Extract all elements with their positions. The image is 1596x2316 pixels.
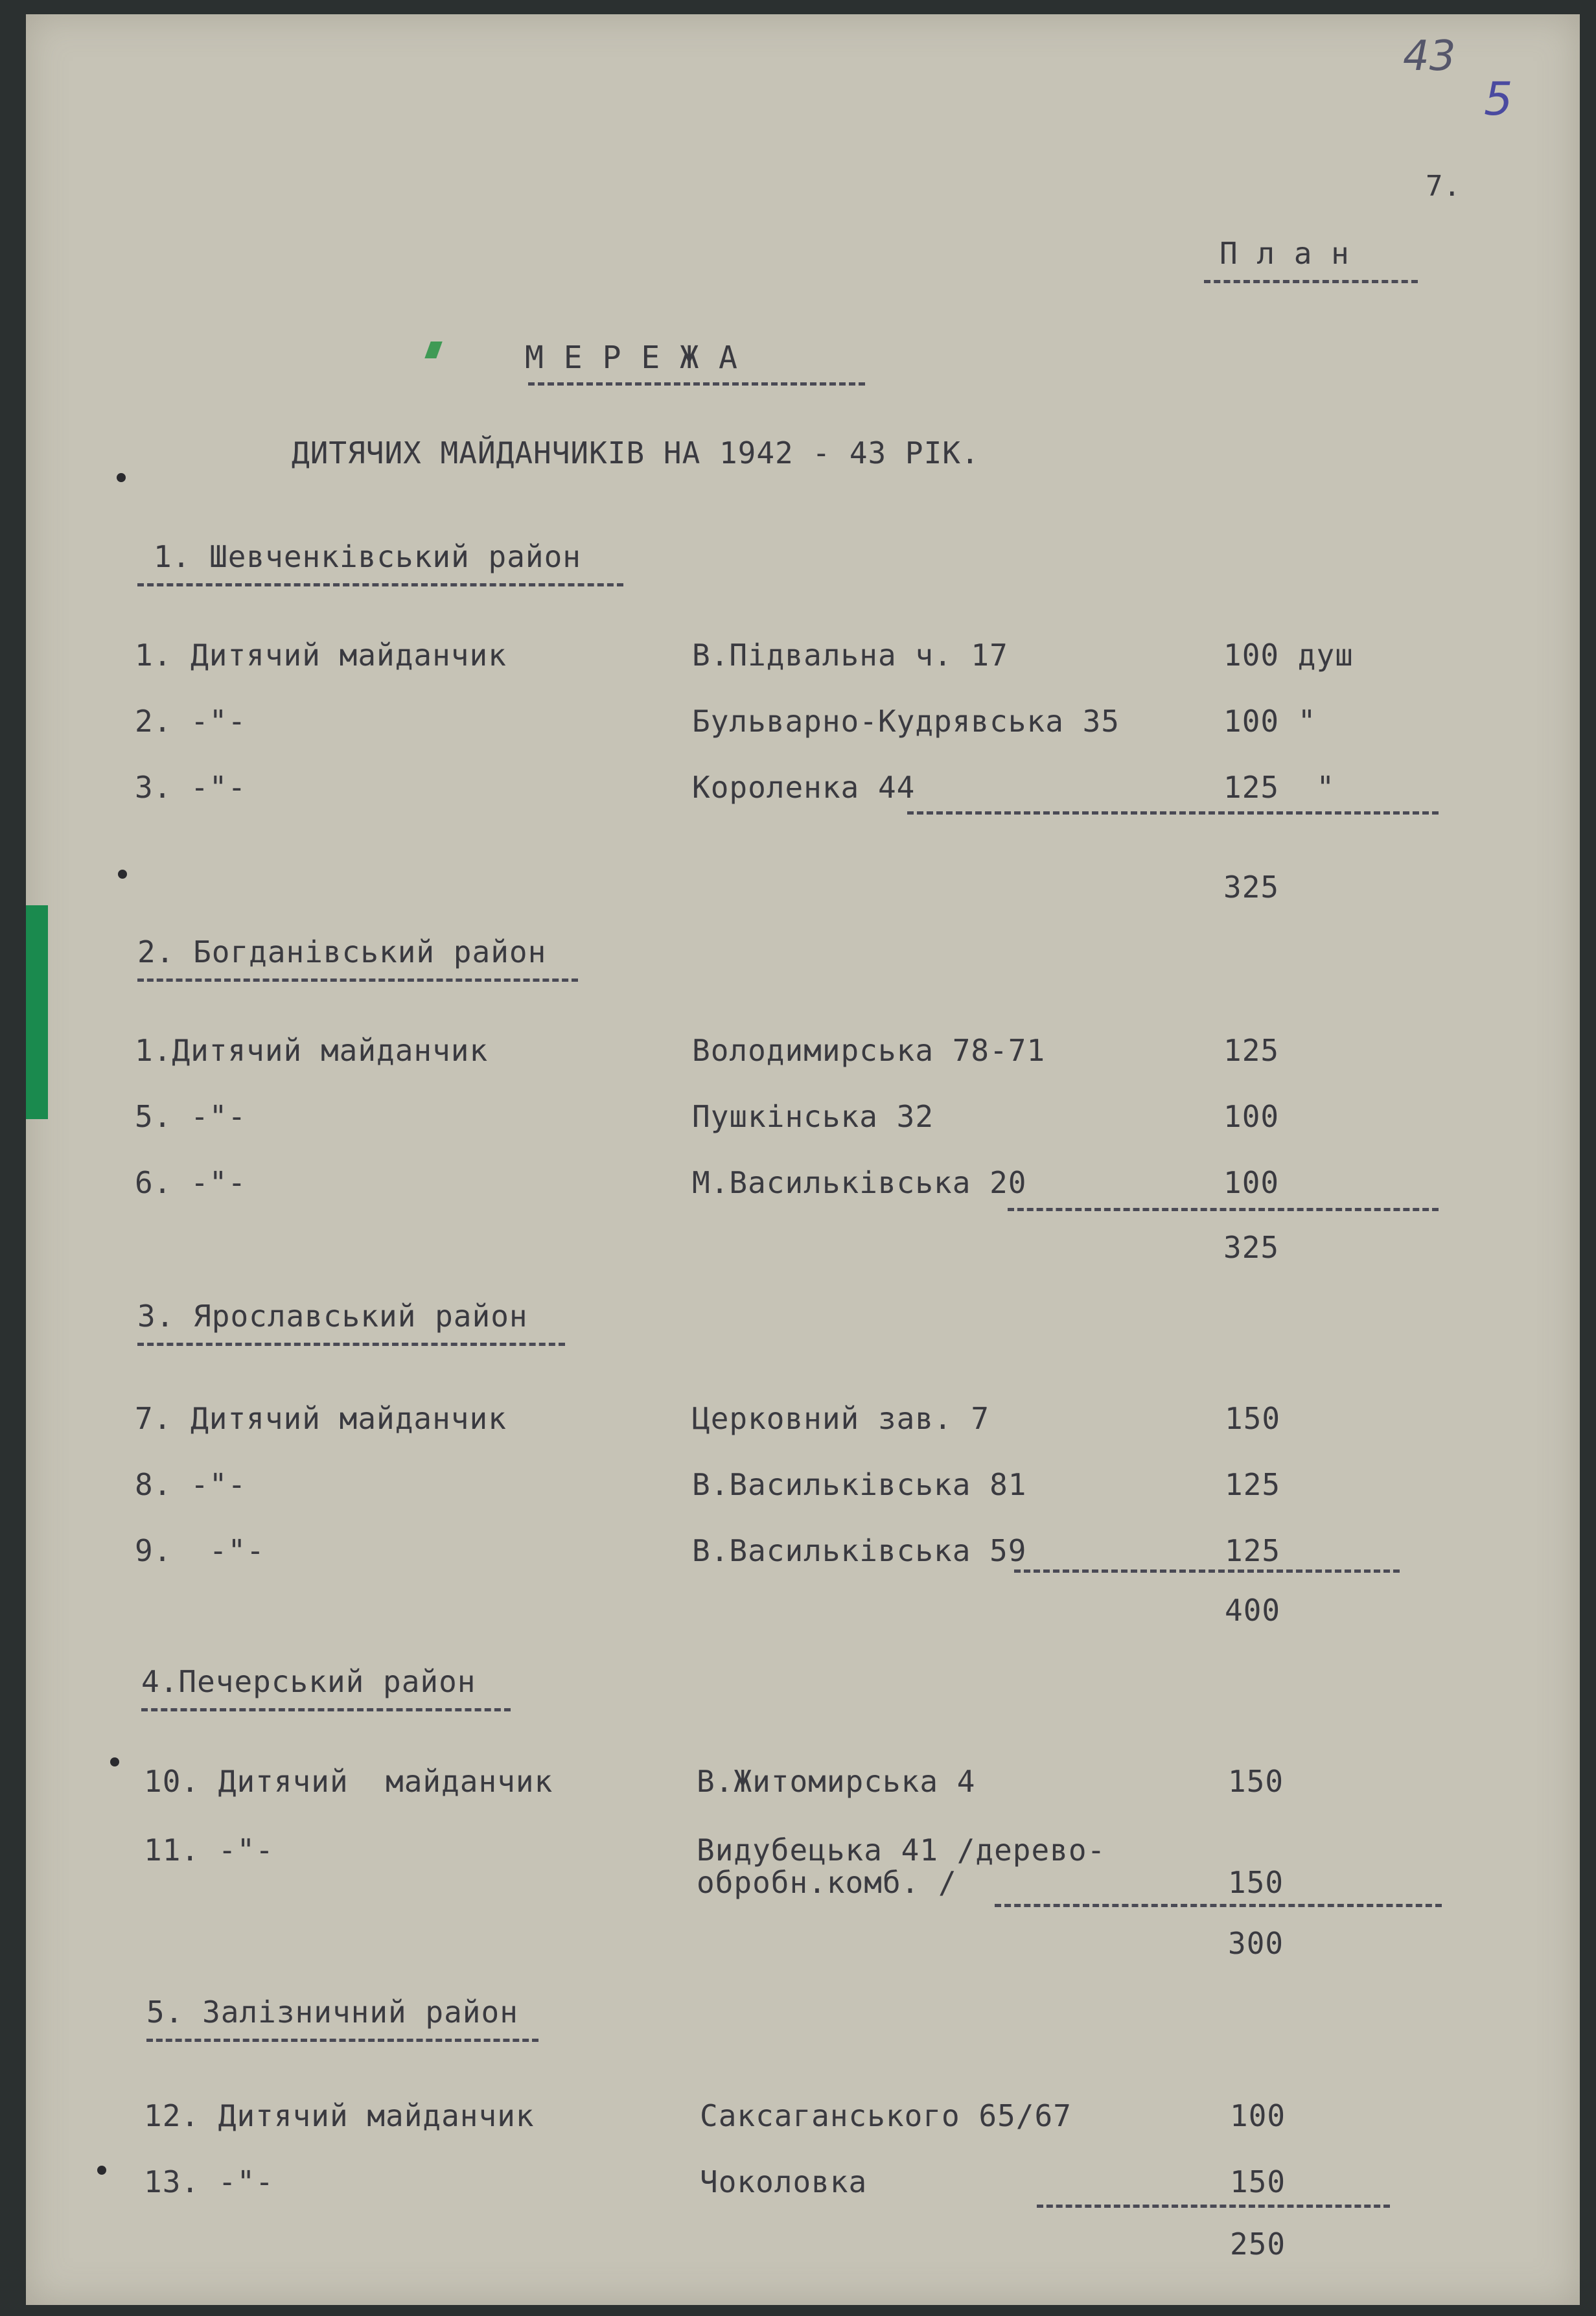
row-count: 125 <box>1225 1533 1281 1568</box>
row-count: 100 душ <box>1223 638 1354 673</box>
hole-dot <box>97 2166 106 2175</box>
row-count: 150 <box>1228 1865 1284 1900</box>
row-name: 11. -"- <box>144 1833 274 1868</box>
row-name: 9. -"- <box>135 1533 265 1568</box>
row-address: В.Васильківська 59 <box>692 1533 1027 1568</box>
row-count: 100 " <box>1223 704 1317 739</box>
section-underline-2 <box>137 979 578 982</box>
sum-line-4 <box>995 1904 1442 1907</box>
page-number-small: 7. <box>1426 170 1461 203</box>
row-address: Бульварно-Кудрявська 35 <box>692 704 1120 739</box>
sum-line-5 <box>1037 2205 1390 2208</box>
row-count: 100 <box>1223 1165 1280 1200</box>
row-address: Короленка 44 <box>692 770 916 805</box>
row-address: Видубецька 41 /дерево- <box>697 1833 1106 1868</box>
row-address: Саксаганського 65/67 <box>700 2098 1072 2133</box>
hole-dot <box>117 473 126 482</box>
section-heading-3: 3. Ярославський район <box>137 1299 528 1334</box>
sum-line-1 <box>907 811 1439 815</box>
row-address: Володимирська 78-71 <box>692 1033 1046 1068</box>
document-sheet <box>26 14 1580 2305</box>
row-name: 2. -"- <box>135 704 247 739</box>
row-count: 100 <box>1230 2098 1286 2133</box>
row-name: 12. Дитячий майданчик <box>144 2098 535 2133</box>
section-total-4: 300 <box>1228 1926 1284 1961</box>
sum-line-2 <box>1008 1208 1439 1211</box>
section-total-2: 325 <box>1223 1230 1280 1265</box>
section-total-3: 400 <box>1225 1593 1281 1628</box>
row-count: 125 <box>1223 1033 1280 1068</box>
section-underline-3 <box>137 1343 565 1346</box>
section-underline-1 <box>137 583 623 586</box>
row-address-continued: обробн.комб. / <box>697 1865 957 1900</box>
page-number-mid: 5 <box>1484 73 1513 126</box>
section-total-1: 325 <box>1223 870 1280 905</box>
sum-line-3 <box>1014 1569 1400 1573</box>
document-title: М Е Р Е Ж А <box>525 340 738 376</box>
row-address: В.Житомирська 4 <box>697 1764 976 1799</box>
row-count: 150 <box>1225 1401 1281 1436</box>
section-underline-5 <box>146 2039 538 2042</box>
section-total-5: 250 <box>1230 2227 1286 2262</box>
row-count: 125 <box>1225 1467 1281 1502</box>
title-underline <box>528 382 865 386</box>
document-subtitle: ДИТЯЧИХ МАЙДАНЧИКІВ НА 1942 - 43 РІК. <box>292 435 980 470</box>
row-address: В.Підвальна ч. 17 <box>692 638 1008 673</box>
hole-dot <box>110 1757 119 1766</box>
row-name: 6. -"- <box>135 1165 247 1200</box>
section-heading-5: 5. Залізничний район <box>146 1995 518 2030</box>
section-heading-2: 2. Богданівський район <box>137 934 547 969</box>
row-name: 8. -"- <box>135 1467 247 1502</box>
page-number-top: 43 <box>1403 32 1456 80</box>
row-name: 7. Дитячий майданчик <box>135 1401 507 1436</box>
row-count: 100 <box>1223 1099 1280 1134</box>
row-name: 1.Дитячий майданчик <box>135 1033 489 1068</box>
green-tab-marker <box>26 905 48 1119</box>
row-count: 125 " <box>1223 770 1336 805</box>
row-name: 1. Дитячий майданчик <box>135 638 507 673</box>
row-name: 13. -"- <box>144 2164 274 2199</box>
section-heading-1: 1. Шевченківський район <box>154 539 581 574</box>
row-name: 5. -"- <box>135 1099 247 1134</box>
row-address: В.Васильківська 81 <box>692 1467 1027 1502</box>
row-address: Чоколовка <box>700 2164 868 2199</box>
section-underline-4 <box>141 1708 511 1711</box>
row-address: Церковний зав. 7 <box>692 1401 990 1436</box>
row-address: М.Васильківська 20 <box>692 1165 1027 1200</box>
section-heading-4: 4.Печерський район <box>141 1664 476 1699</box>
row-name: 10. Дитячий майданчик <box>144 1764 553 1799</box>
plan-label: П л а н <box>1220 236 1350 271</box>
green-pen-mark <box>424 342 442 358</box>
row-count: 150 <box>1228 1764 1284 1799</box>
row-count: 150 <box>1230 2164 1286 2199</box>
hole-dot <box>118 870 127 879</box>
row-address: Пушкінська 32 <box>692 1099 934 1134</box>
plan-underline <box>1204 280 1418 283</box>
row-name: 3. -"- <box>135 770 247 805</box>
